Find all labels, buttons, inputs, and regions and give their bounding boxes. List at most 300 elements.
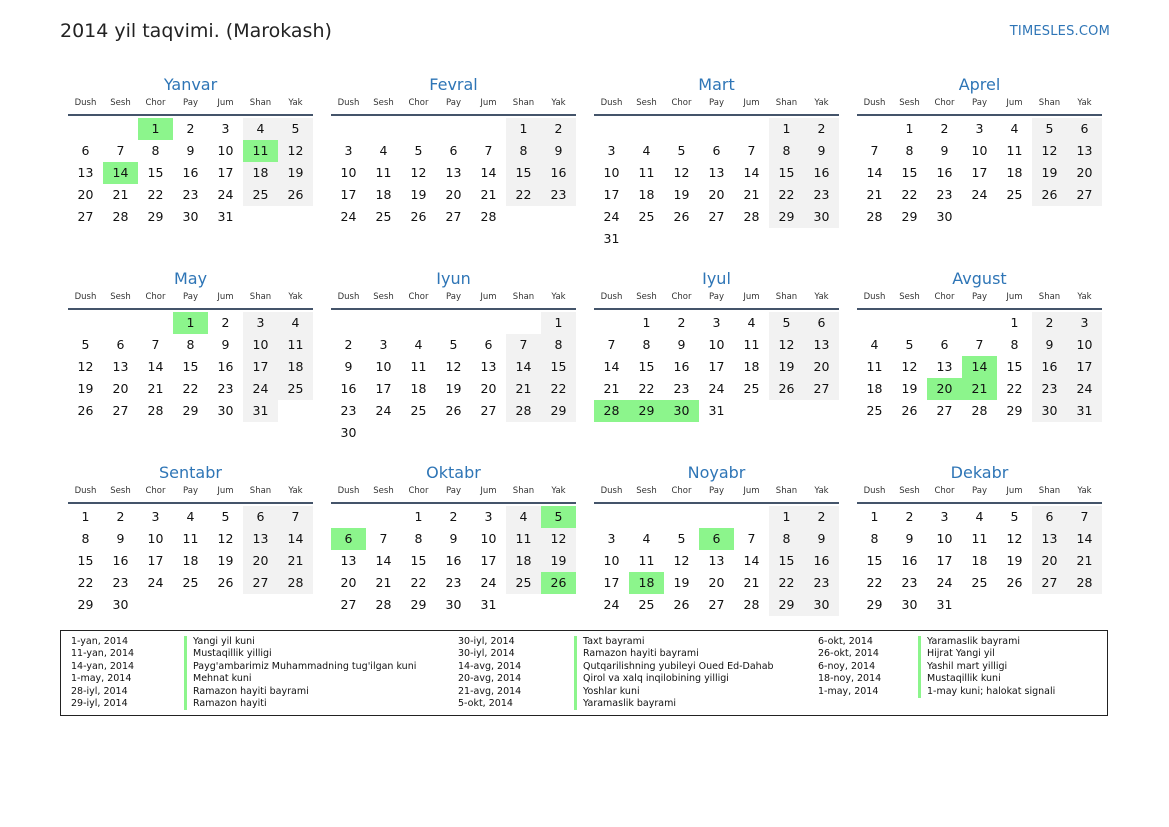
empty-day-cell [243, 206, 278, 228]
day-cell: 2 [905, 509, 914, 524]
week-row [68, 572, 313, 594]
holiday-day-cell: 5 [541, 506, 576, 528]
day-cell: 23 [112, 575, 129, 590]
day-cell: 21 [1067, 550, 1102, 572]
day-cell: 13 [936, 359, 953, 374]
day-cell: 23 [541, 184, 576, 206]
legend-date: 5-okt, 2014 [458, 698, 513, 710]
header-rule [857, 114, 1102, 116]
day-cell: 12 [673, 553, 690, 568]
day-cell: 25 [410, 403, 427, 418]
week-row [594, 140, 839, 162]
weekday-header [331, 96, 576, 110]
week-row [68, 312, 313, 334]
day-cell: 15 [182, 359, 199, 374]
day-cell: 26 [445, 403, 462, 418]
day-cell: 14 [743, 165, 760, 180]
day-cell: 22 [506, 184, 541, 206]
day-cell: 27 [804, 378, 839, 400]
month-iyul [594, 268, 839, 462]
legend-holiday-name: Mustaqillik yilligi [184, 648, 458, 660]
day-cell: 18 [278, 356, 313, 378]
weekday-label: Sesh [110, 292, 131, 302]
month-yanvar [68, 74, 313, 268]
week-row [594, 206, 839, 228]
weekday-label: Chor [934, 486, 955, 496]
day-cell: 31 [1067, 400, 1102, 422]
site-brand-link[interactable]: TIMESLES.COM [1009, 24, 1110, 39]
day-cell: 27 [243, 572, 278, 594]
legend-holiday-name: Mehnat kuni [184, 673, 458, 685]
day-cell: 2 [449, 509, 458, 524]
day-cell: 28 [375, 597, 392, 612]
legend-date: 6-okt, 2014 [818, 636, 873, 647]
day-cell: 10 [708, 337, 725, 352]
week-row [857, 140, 1102, 162]
weekday-label: Shan [512, 98, 535, 108]
week-row [331, 140, 576, 162]
weekday-label: Sesh [636, 98, 657, 108]
day-cell: 28 [1067, 572, 1102, 594]
day-cell: 1 [642, 315, 651, 330]
week-row [594, 162, 839, 184]
header-rule [857, 502, 1102, 504]
day-cell: 23 [936, 187, 953, 202]
day-cell: 8 [151, 143, 160, 158]
empty-day-cell [857, 118, 892, 140]
months-grid [68, 74, 1102, 656]
day-cell: 23 [1032, 378, 1067, 400]
day-cell: 15 [769, 162, 804, 184]
day-cell: 23 [340, 403, 357, 418]
day-cell: 11 [638, 165, 655, 180]
month-title: Iyul [702, 269, 731, 288]
legend-names [574, 636, 818, 715]
weekday-label: Jum [480, 292, 497, 302]
legend-date: 28-iyl, 2014 [71, 685, 128, 697]
day-cell: 24 [708, 381, 725, 396]
day-cell: 26 [278, 184, 313, 206]
weekday-label: Yak [1077, 486, 1092, 496]
weekday-label: Jum [1006, 98, 1023, 108]
day-cell: 16 [541, 162, 576, 184]
day-cell: 28 [506, 400, 541, 422]
weekday-label: Dush [600, 486, 623, 496]
day-cell: 31 [480, 597, 497, 612]
day-cell: 20 [112, 381, 129, 396]
day-cell: 20 [243, 550, 278, 572]
day-cell: 26 [673, 597, 690, 612]
day-cell: 4 [278, 312, 313, 334]
month-title: Dekabr [950, 463, 1009, 482]
day-cell: 19 [278, 162, 313, 184]
empty-day-cell [208, 594, 243, 616]
header-rule [68, 502, 313, 504]
day-cell: 5 [677, 143, 686, 158]
day-cell: 22 [182, 381, 199, 396]
day-cell: 5 [81, 337, 90, 352]
weekday-header [857, 484, 1102, 498]
empty-day-cell [138, 312, 173, 334]
day-cell: 24 [243, 378, 278, 400]
day-cell: 16 [901, 553, 918, 568]
day-cell: 6 [1067, 118, 1102, 140]
day-cell: 4 [642, 531, 651, 546]
legend-holiday-name: Ramazon hayiti [184, 698, 458, 710]
day-cell: 7 [278, 506, 313, 528]
month-iyun [331, 268, 576, 462]
legend-holiday-name: Mustaqillik kuni [918, 673, 1088, 685]
day-cell: 22 [147, 187, 164, 202]
day-cell: 3 [607, 531, 616, 546]
day-cell: 15 [866, 553, 883, 568]
day-cell: 31 [936, 597, 953, 612]
empty-day-cell [734, 400, 769, 422]
legend-date: 11-yan, 2014 [71, 648, 135, 660]
empty-day-cell [436, 312, 471, 334]
day-cell: 16 [804, 550, 839, 572]
day-cell: 20 [804, 356, 839, 378]
holiday-day-cell: 1 [173, 312, 208, 334]
weekday-label: Dush [863, 486, 886, 496]
day-cell: 31 [603, 231, 620, 246]
legend-holiday-name: Ramazon hayiti bayrami [184, 686, 458, 698]
day-cell: 30 [112, 597, 129, 612]
weekday-label: Yak [551, 292, 566, 302]
empty-day-cell [962, 312, 997, 334]
weekday-label: Sesh [899, 486, 920, 496]
week-row [594, 228, 839, 250]
day-cell: 30 [901, 597, 918, 612]
day-cell: 23 [901, 575, 918, 590]
week-row [68, 378, 313, 400]
legend-date: 30-iyl, 2014 [458, 648, 515, 660]
day-cell: 22 [769, 184, 804, 206]
empty-day-cell [699, 228, 734, 250]
day-cell: 14 [278, 528, 313, 550]
empty-day-cell [68, 312, 103, 334]
weekday-label: Jum [743, 486, 760, 496]
month-mart [594, 74, 839, 268]
empty-day-cell [506, 312, 541, 334]
weekday-label: Sesh [636, 486, 657, 496]
legend-holiday-name: Qirol va xalq inqilobining yilligi [574, 673, 818, 685]
day-cell: 15 [410, 553, 427, 568]
week-row [857, 356, 1102, 378]
legend-date: 21-avg, 2014 [458, 685, 522, 697]
empty-day-cell [278, 206, 313, 228]
weekday-label: Jum [1006, 486, 1023, 496]
day-cell: 3 [243, 312, 278, 334]
day-cell: 7 [870, 143, 879, 158]
day-cell: 18 [410, 381, 427, 396]
week-row [68, 184, 313, 206]
day-cell: 11 [375, 165, 392, 180]
empty-day-cell [278, 594, 313, 616]
header-rule [331, 114, 576, 116]
day-cell: 12 [278, 140, 313, 162]
week-row [594, 378, 839, 400]
day-cell: 14 [506, 356, 541, 378]
holiday-day-cell: 14 [103, 162, 138, 184]
weekday-label: Dush [337, 292, 360, 302]
weekday-label: Dush [863, 292, 886, 302]
day-cell: 26 [217, 575, 234, 590]
weekday-label: Pay [972, 292, 987, 302]
day-cell: 8 [506, 140, 541, 162]
day-cell: 18 [243, 162, 278, 184]
day-cell: 31 [217, 209, 234, 224]
weekday-label: Dush [337, 486, 360, 496]
weekday-label: Chor [671, 486, 692, 496]
weekday-label: Sesh [373, 292, 394, 302]
day-cell: 18 [1006, 165, 1023, 180]
weekday-label: Chor [145, 292, 166, 302]
day-cell: 30 [217, 403, 234, 418]
day-cell: 27 [1032, 572, 1067, 594]
day-cell: 12 [77, 359, 94, 374]
empty-day-cell [506, 422, 541, 444]
day-cell: 17 [603, 187, 620, 202]
day-cell: 16 [1032, 356, 1067, 378]
day-cell: 29 [147, 209, 164, 224]
day-cell: 8 [870, 531, 879, 546]
day-cell: 20 [708, 187, 725, 202]
day-cell: 1 [414, 509, 423, 524]
day-cell: 8 [541, 334, 576, 356]
day-cell: 14 [1067, 528, 1102, 550]
week-row [594, 312, 839, 334]
day-cell: 6 [243, 506, 278, 528]
day-cell: 12 [1032, 140, 1067, 162]
day-cell: 14 [147, 359, 164, 374]
day-cell: 20 [445, 187, 462, 202]
week-row [331, 206, 576, 228]
day-cell: 6 [940, 337, 949, 352]
day-cell: 12 [445, 359, 462, 374]
empty-day-cell [401, 118, 436, 140]
empty-day-cell [401, 312, 436, 334]
weekday-label: Chor [408, 98, 429, 108]
week-row [857, 312, 1102, 334]
legend-holiday-name: Yashil mart yilligi [918, 661, 1088, 673]
day-cell: 23 [445, 575, 462, 590]
empty-day-cell [436, 422, 471, 444]
day-cell: 28 [112, 209, 129, 224]
empty-day-cell [366, 506, 401, 528]
weekday-label: Shan [775, 98, 798, 108]
weekday-label: Yak [814, 486, 829, 496]
empty-day-cell [471, 118, 506, 140]
weekday-header [857, 290, 1102, 304]
day-cell: 3 [975, 121, 984, 136]
header-rule [68, 308, 313, 310]
empty-day-cell [857, 312, 892, 334]
day-cell: 2 [804, 506, 839, 528]
day-cell: 23 [182, 187, 199, 202]
month-title: May [173, 269, 208, 288]
day-cell: 25 [743, 381, 760, 396]
day-cell: 19 [673, 575, 690, 590]
day-cell: 12 [541, 528, 576, 550]
day-cell: 1 [769, 118, 804, 140]
day-cell: 3 [151, 509, 160, 524]
empty-day-cell [471, 312, 506, 334]
day-cell: 22 [901, 187, 918, 202]
week-row [331, 422, 576, 444]
day-cell: 29 [769, 206, 804, 228]
empty-day-cell [103, 312, 138, 334]
day-cell: 19 [901, 381, 918, 396]
legend-column [818, 636, 1088, 715]
day-cell: 8 [769, 140, 804, 162]
weekday-label: Chor [408, 486, 429, 496]
day-cell: 2 [116, 509, 125, 524]
day-cell: 24 [480, 575, 497, 590]
day-cell: 22 [1006, 381, 1023, 396]
week-row [331, 594, 576, 616]
week-row [331, 400, 576, 422]
legend-names [918, 636, 1088, 715]
day-cell: 19 [217, 553, 234, 568]
week-row [331, 312, 576, 334]
empty-day-cell [366, 312, 401, 334]
day-cell: 29 [901, 209, 918, 224]
day-cell: 13 [1067, 140, 1102, 162]
day-cell: 5 [278, 118, 313, 140]
day-cell: 21 [480, 187, 497, 202]
day-cell: 24 [603, 209, 620, 224]
holiday-day-cell: 1 [138, 118, 173, 140]
day-cell: 25 [638, 597, 655, 612]
day-cell: 5 [449, 337, 458, 352]
day-cell: 7 [484, 143, 493, 158]
day-cell: 16 [182, 165, 199, 180]
day-cell: 16 [217, 359, 234, 374]
day-cell: 11 [506, 528, 541, 550]
weekday-label: Pay [972, 98, 987, 108]
weekday-header [857, 96, 1102, 110]
day-cell: 2 [186, 121, 195, 136]
day-cell: 17 [375, 381, 392, 396]
weekday-label: Chor [934, 292, 955, 302]
page-title: 2014 yil taqvimi. (Marokash) [60, 20, 332, 42]
month-title: Oktabr [426, 463, 481, 482]
month-title: Noyabr [687, 463, 746, 482]
day-cell: 4 [379, 143, 388, 158]
weekday-label: Shan [249, 292, 272, 302]
day-cell: 9 [449, 531, 458, 546]
weekday-label: Jum [743, 98, 760, 108]
empty-day-cell [594, 506, 629, 528]
day-cell: 25 [506, 572, 541, 594]
month-title: Fevral [429, 75, 478, 94]
day-cell: 6 [449, 143, 458, 158]
day-cell: 4 [642, 143, 651, 158]
day-cell: 13 [708, 165, 725, 180]
day-cell: 22 [77, 575, 94, 590]
weekday-label: Dush [600, 292, 623, 302]
day-cell: 12 [901, 359, 918, 374]
day-cell: 3 [379, 337, 388, 352]
week-row [594, 118, 839, 140]
day-cell: 1 [905, 121, 914, 136]
week-row [857, 594, 1102, 616]
day-cell: 15 [1006, 359, 1023, 374]
weekday-label: Jum [480, 486, 497, 496]
day-cell: 22 [410, 575, 427, 590]
day-cell: 4 [870, 337, 879, 352]
weekday-label: Chor [671, 292, 692, 302]
weekday-label: Shan [1038, 292, 1061, 302]
day-cell: 28 [971, 403, 988, 418]
weekday-label: Yak [1077, 98, 1092, 108]
legend-holiday-name: Yoshlar kuni [574, 686, 818, 698]
week-row [857, 334, 1102, 356]
day-cell: 15 [147, 165, 164, 180]
header-rule [331, 502, 576, 504]
week-row [68, 400, 313, 422]
weekday-label: Sesh [110, 486, 131, 496]
day-cell: 8 [905, 143, 914, 158]
week-row [857, 528, 1102, 550]
weekday-label: Pay [972, 486, 987, 496]
day-cell: 13 [804, 334, 839, 356]
day-cell: 29 [541, 400, 576, 422]
holiday-day-cell: 29 [629, 400, 664, 422]
day-cell: 15 [901, 165, 918, 180]
day-cell: 22 [866, 575, 883, 590]
weekday-label: Pay [183, 292, 198, 302]
day-cell: 10 [603, 165, 620, 180]
day-cell: 26 [1032, 184, 1067, 206]
day-cell: 9 [1032, 334, 1067, 356]
day-cell: 30 [340, 425, 357, 440]
legend-date: 14-avg, 2014 [458, 660, 522, 672]
empty-day-cell [629, 228, 664, 250]
day-cell: 27 [708, 209, 725, 224]
month-sentabr [68, 462, 313, 656]
month-noyabr [594, 462, 839, 656]
day-cell: 12 [217, 531, 234, 546]
day-cell: 7 [747, 531, 756, 546]
day-cell: 11 [182, 531, 199, 546]
day-cell: 28 [743, 209, 760, 224]
day-cell: 4 [414, 337, 423, 352]
empty-day-cell [927, 312, 962, 334]
week-row [68, 162, 313, 184]
day-cell: 29 [77, 597, 94, 612]
weekday-header [68, 290, 313, 304]
day-cell: 19 [769, 356, 804, 378]
day-cell: 21 [506, 378, 541, 400]
weekday-label: Shan [1038, 98, 1061, 108]
week-row [594, 506, 839, 528]
day-cell: 31 [243, 400, 278, 422]
weekday-label: Pay [446, 98, 461, 108]
empty-day-cell [103, 118, 138, 140]
weekday-label: Chor [671, 98, 692, 108]
day-cell: 16 [340, 381, 357, 396]
day-cell: 23 [804, 572, 839, 594]
day-cell: 29 [182, 403, 199, 418]
day-cell: 4 [243, 118, 278, 140]
weekday-label: Dush [74, 98, 97, 108]
empty-day-cell [699, 118, 734, 140]
empty-day-cell [769, 400, 804, 422]
day-cell: 6 [484, 337, 493, 352]
weekday-label: Chor [408, 292, 429, 302]
